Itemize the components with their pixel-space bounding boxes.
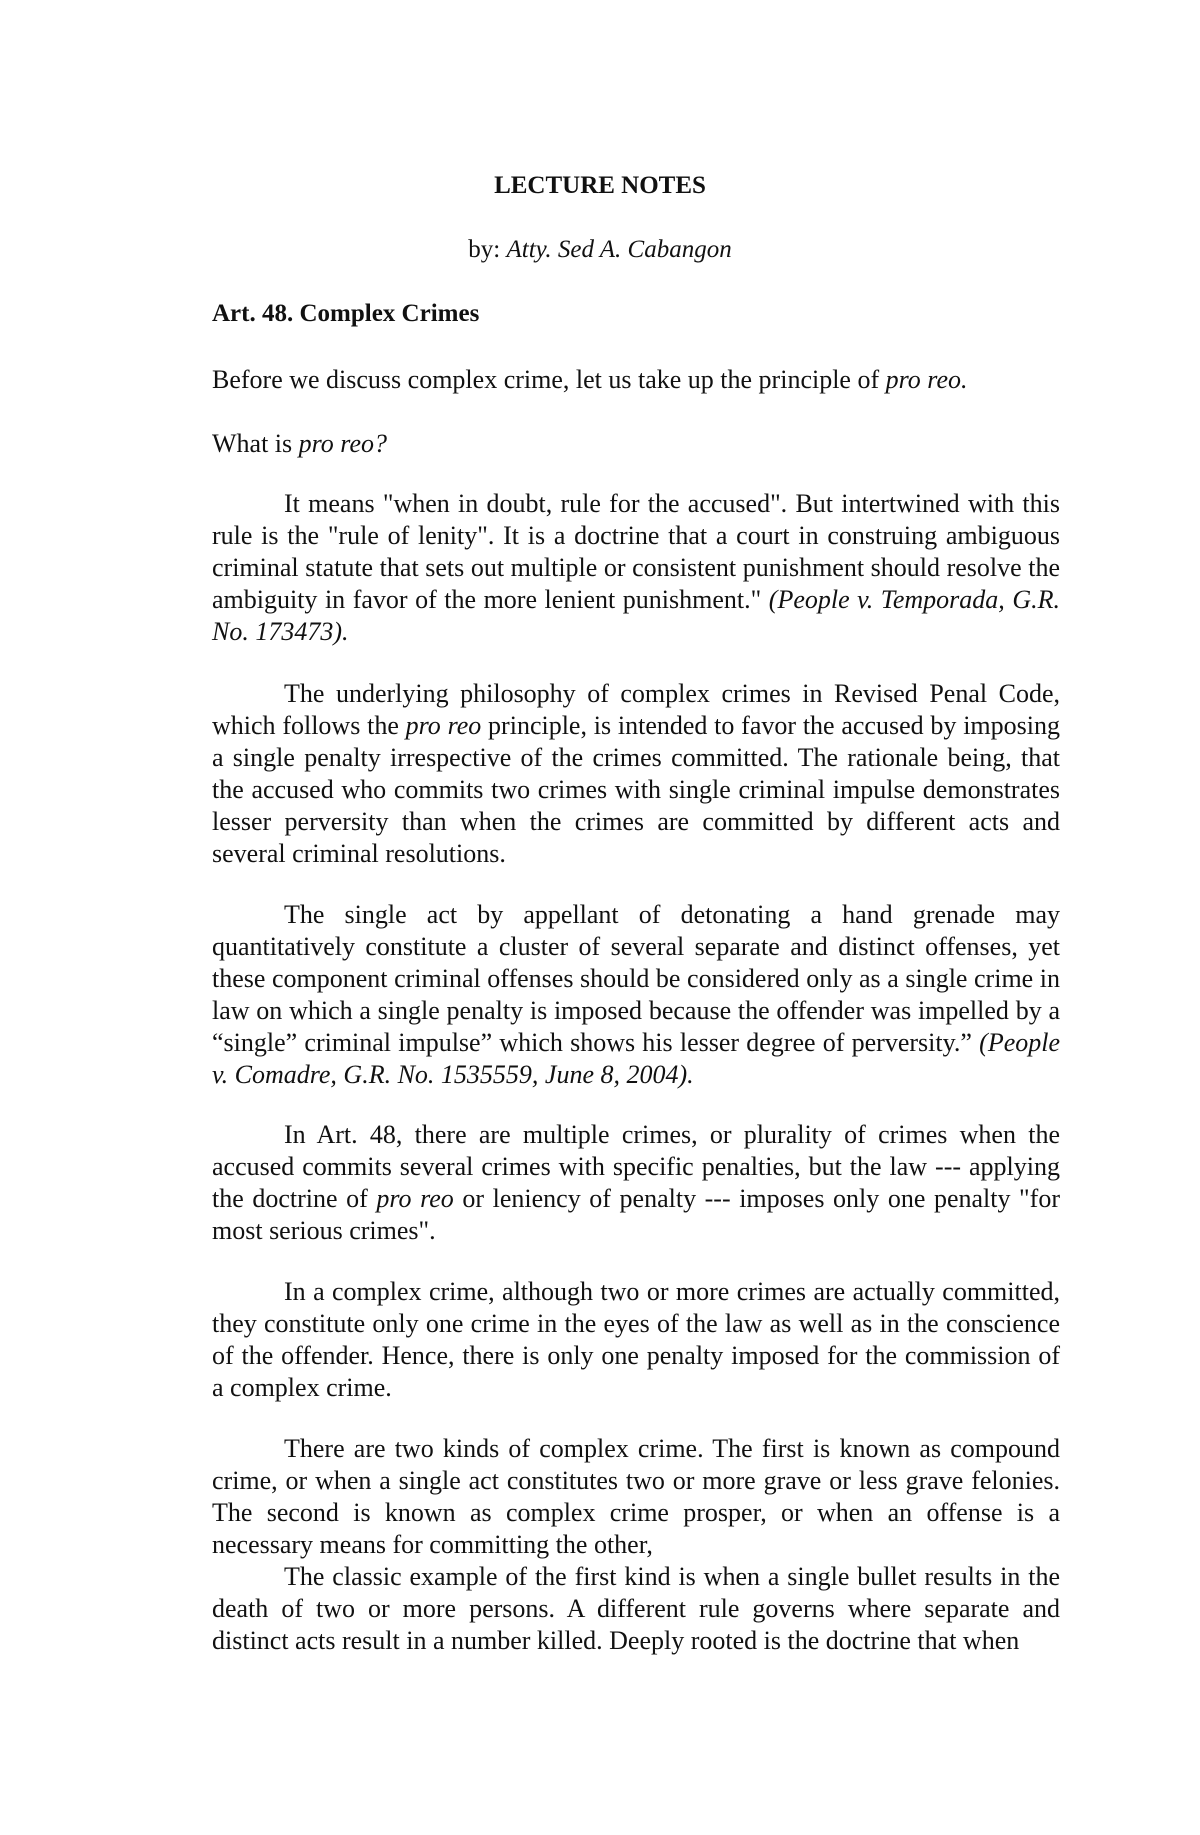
byline-prefix: by: bbox=[468, 236, 507, 263]
section-heading: Art. 48. Complex Crimes bbox=[212, 300, 480, 327]
author-name: Atty. Sed A. Cabangon bbox=[506, 236, 732, 263]
citation: (People v. Temporada, G.R. No. 173473). bbox=[212, 585, 1060, 646]
term-pro-reo: pro reo bbox=[405, 711, 482, 740]
term-pro-reo: pro reo bbox=[376, 1184, 454, 1213]
paragraph-text: principle, is intended to favor the accused by imposing a single penalty irrespective of the crimes committed. The rationale being, that the accused who commits two crimes with single criminal impulse demonstrates lesser perversity than when the crimes are committed by different acts and several criminal resolutions. bbox=[212, 711, 1060, 868]
question-line bbox=[212, 428, 1060, 460]
intro-text: Before we discuss complex crime, let us take up the principle of bbox=[212, 365, 886, 394]
intro-term: pro reo. bbox=[885, 365, 968, 394]
paragraph-classic-example: The classic example of the first kind is when a single bullet results in the death of two or more persons. A different rule governs where separate and distinct acts result in a number killed. Deeply rooted is the doctrine that when bbox=[212, 1562, 1060, 1655]
paragraph-text: It means "when in doubt, rule for the accused". But intertwined with this rule is the "rule of lenity". It is a doctrine that a court in construing ambiguous criminal statute that sets out multiple or consistent punishment should resolve the ambiguity in favor of the more lenient punishment." bbox=[212, 489, 1060, 614]
paragraph-single-act bbox=[212, 899, 1060, 1091]
paragraph-text: or leniency of penalty --- imposes only one penalty "for most serious crimes". bbox=[212, 1184, 1060, 1245]
paragraph-text: The single act by appellant of detonating a hand grenade may quantitatively constitute a cluster of several separate and distinct offenses, yet these component criminal offenses should be considered only as a single crime in law on which a single penalty is imposed because the offender was impelled by a “single” criminal impulse” which shows his lesser degree of perversity.” bbox=[212, 900, 1060, 1057]
question-term: pro reo? bbox=[298, 429, 388, 458]
intro-line bbox=[212, 364, 1060, 396]
paragraph-complex-crime: In a complex crime, although two or more crimes are actually committed, they constitute only one crime in the eyes of the law as well as in the conscience of the offender. Hence, there is only one penalty imposed for the commission of a complex crime. bbox=[212, 1277, 1060, 1402]
document-title: LECTURE NOTES bbox=[494, 172, 706, 199]
paragraph-two-kinds: There are two kinds of complex crime. The first is known as compound crime, or when a single act constitutes two or more grave or less grave felonies. The second is known as complex crime prosper, or when an offense is a necessary means for committing the other, bbox=[212, 1434, 1060, 1559]
citation: (People v. Comadre, G.R. No. 1535559, June 8, 2004). bbox=[212, 1028, 1060, 1089]
paragraph-text: The underlying philosophy of complex crimes in Revised Penal Code, which follows the bbox=[212, 679, 1060, 740]
paragraph-text: In Art. 48, there are multiple crimes, or plurality of crimes when the accused commits several crimes with specific penalties, but the law --- applying the doctrine of bbox=[212, 1120, 1060, 1213]
byline bbox=[0, 234, 1200, 266]
paragraph-philosophy bbox=[212, 678, 1060, 870]
paragraph-art-48 bbox=[212, 1119, 1060, 1247]
paragraph-pro-reo bbox=[212, 488, 1060, 648]
question-text: What is bbox=[212, 429, 299, 458]
